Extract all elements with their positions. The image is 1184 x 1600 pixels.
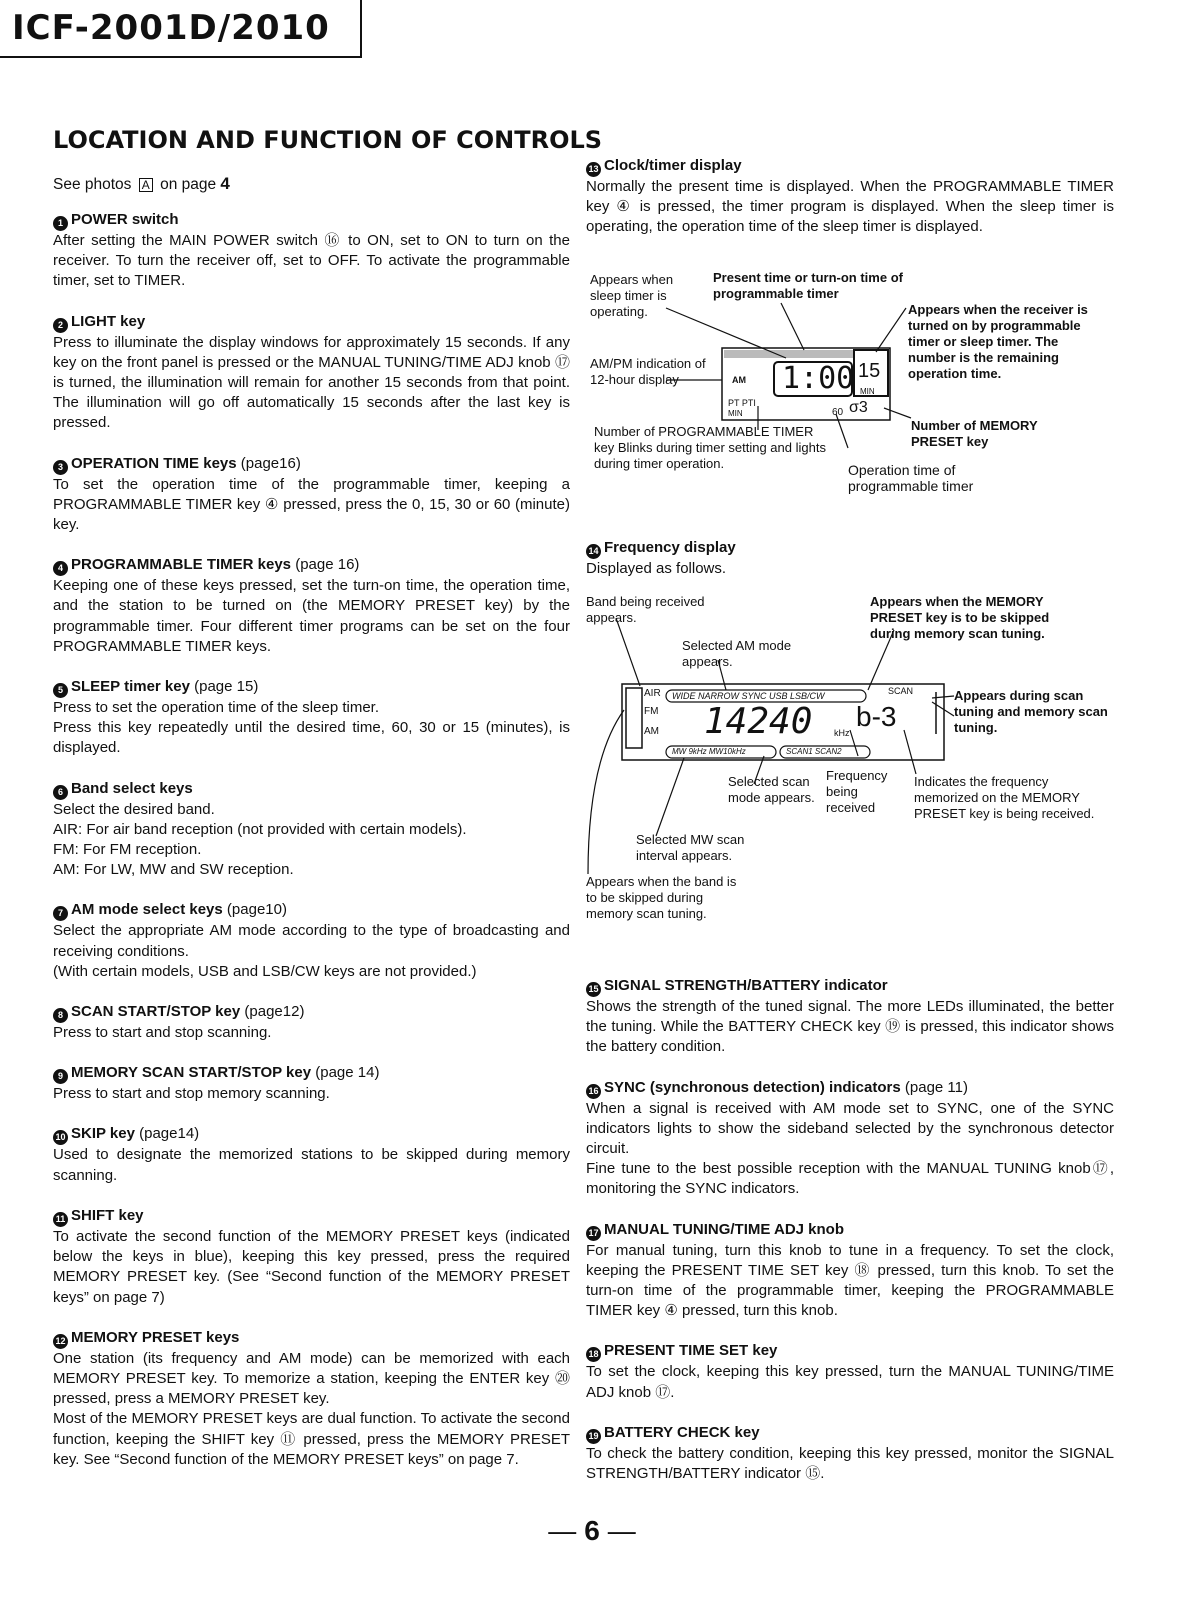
paragraph: Used to designate the memorized stations to be skipped during memory scanning. [53, 1146, 570, 1184]
item-number-badge: 16 [586, 1084, 601, 1099]
page-reference: (page 16) [295, 556, 360, 574]
lcd-fm: FM [644, 706, 659, 717]
paragraph: When a signal is received with AM mode set to SYNC, one of the SYNC indicators lights to show the sideband selected by the synchronous detector circuit. [586, 1099, 1114, 1158]
label-ampm: AM/PM indication of 12-hour display [590, 356, 706, 387]
section-title-text: SLEEP timer key [71, 678, 190, 696]
lcd-scan: SCAN [888, 686, 914, 696]
paragraph: For manual tuning, turn this knob to tune in a frequency. To set the clock, keeping the PRESENT TIME SET key ⑱ pressed, turn this knob. To set the turn-on time of the programmable timer, keeping the PROGRAMMABLE TIMER key ④ pressed, turn this knob. [586, 1241, 1114, 1320]
section-title [586, 1220, 1114, 1241]
section-7 [53, 900, 570, 982]
section-body [53, 1084, 570, 1104]
item-number-badge: 17 [586, 1226, 601, 1241]
section-title [53, 779, 570, 800]
section-3 [53, 454, 570, 536]
section-body [53, 1227, 570, 1308]
section-13 [586, 156, 1114, 238]
paragraph: Select the appropriate AM mode according to the type of broadcasting and receiving conditions. [53, 922, 570, 960]
label-present-time: Present time or turn-on time of programmable timer [713, 270, 903, 301]
section-title [53, 454, 570, 475]
section-title-text: Clock/timer display [604, 157, 742, 174]
label-operation-time: Operation time of programmable timer [848, 462, 974, 494]
section-17 [586, 1220, 1114, 1322]
lcd-scan-modes: SCAN1 SCAN2 [786, 747, 842, 756]
see-photos-page: 4 [220, 174, 230, 193]
section-19 [586, 1423, 1114, 1484]
item-number-badge: 10 [53, 1130, 68, 1145]
lcd-modes: WIDE NARROW SYNC USB LSB/CW [672, 691, 825, 701]
section-title [53, 555, 570, 576]
lcd-clock-time: 1:00 [782, 361, 855, 396]
item-number-badge: 1 [53, 216, 68, 231]
right-column-top [586, 156, 1114, 258]
section-title [53, 1063, 570, 1084]
lcd-am: AM [732, 375, 746, 385]
label-frequency-being: Frequency being received [826, 768, 888, 815]
section-title-text: Band select keys [71, 779, 193, 797]
section-title-text: MEMORY SCAN START/STOP key [71, 1064, 312, 1082]
label-selected-scan: Selected scan mode appears. [728, 774, 815, 805]
paragraph: To check the battery condition, keeping this key pressed, monitor the SIGNAL STRENGTH/BATTERY indicator ⑮. [586, 1444, 1114, 1483]
section-9 [53, 1063, 570, 1104]
section-title [586, 976, 1114, 997]
item-number-badge: 6 [53, 785, 68, 800]
lcd-min: MIN [860, 387, 875, 396]
section-title-text: OPERATION TIME keys [71, 454, 237, 472]
clock-timer-diagram [586, 268, 1114, 523]
section-body [53, 475, 570, 536]
paragraph: Press to set the operation time of the sleep timer. [53, 699, 380, 717]
page-reference: (page16) [240, 454, 301, 472]
lcd-pt: PT PTI [728, 398, 756, 408]
lcd-khz: kHz [834, 728, 850, 738]
section-title-text: BATTERY CHECK key [604, 1423, 760, 1441]
item-number-badge: 4 [53, 561, 68, 576]
item-number-badge: 3 [53, 460, 68, 475]
page-reference: (page 11) [904, 1078, 968, 1096]
label-appears-memory: Appears when the MEMORY PRESET key is to be skipped during memory scan tuning. [870, 594, 1050, 641]
section-title [53, 1124, 570, 1145]
item-number-badge: 11 [53, 1212, 68, 1227]
section-body [586, 1241, 1114, 1322]
section-title [53, 1002, 570, 1023]
section-18 [586, 1341, 1114, 1402]
paragraph: To set the clock, keeping this key pressed, turn the MANUAL TUNING/TIME ADJ knob ⑰. [586, 1363, 1114, 1401]
section-title [586, 538, 1114, 559]
paragraph: After setting the MAIN POWER switch ⑯ to ON, set to ON to turn on the receiver. To turn the receiver off, set to OFF. To activate the programmable timer, set to TIMER. [53, 232, 570, 290]
item-number-badge: 19 [586, 1429, 601, 1444]
page-reference: (page12) [244, 1003, 305, 1021]
section-8 [53, 1002, 570, 1043]
see-photos-mid: on page [160, 176, 217, 193]
section-title-text: MANUAL TUNING/TIME ADJ knob [604, 1220, 844, 1238]
item-number-badge: 14 [586, 544, 601, 559]
model-header [0, 0, 362, 58]
page-footer: — 6 — [548, 1515, 636, 1546]
lcd-memory-number: σ3 [849, 399, 868, 416]
label-appears-sleep: Appears when sleep timer is operating. [590, 272, 674, 319]
section-body [53, 1349, 570, 1470]
item-number-badge: 9 [53, 1069, 68, 1084]
lcd-memory-number: b-3 [856, 701, 897, 732]
section-title-text: MEMORY PRESET keys [71, 1328, 240, 1346]
section-1 [53, 210, 570, 292]
section-body [586, 1444, 1114, 1484]
section-16 [586, 1078, 1114, 1200]
section-title [53, 210, 570, 231]
label-selected-mw: Selected MW scan interval appears. [636, 832, 745, 863]
section-4 [53, 555, 570, 657]
section-title-text: AM mode select keys [71, 901, 223, 919]
page-reference: (page 14) [315, 1064, 380, 1082]
paragraph: AIR: For air band reception (not provided with certain models). [53, 820, 467, 838]
paragraph: Fine tune to the best possible reception with the MANUAL TUNING knob⑰, monitoring the SYNC indicators. [586, 1160, 1114, 1198]
section-body [586, 177, 1114, 238]
label-appears-scan: Appears during scan tuning and memory scan tuning. [954, 688, 1108, 735]
item-number-badge: 12 [53, 1334, 68, 1349]
item-number-badge: 7 [53, 906, 68, 921]
section-title-text: PRESENT TIME SET key [604, 1342, 778, 1360]
paragraph: To set the operation time of the programmable timer, keeping a PROGRAMMABLE TIMER key ④ pressed, press the 0, 15, 30 or 60 (minute) key. [53, 475, 570, 534]
section-body [53, 231, 570, 292]
lcd-air: AIR [644, 688, 661, 699]
section-15 [586, 976, 1114, 1058]
frequency-diagram [586, 590, 1114, 950]
label-appears-receiver: Appears when the receiver is turned on by programmable timer or sleep timer. The number is the remaining operation time. [908, 302, 1088, 381]
right-column-bottom [586, 976, 1114, 1504]
lcd-frequency: 14240 [704, 701, 813, 742]
section-title [53, 1328, 570, 1349]
page-reference: (page14) [139, 1125, 200, 1143]
section-body [53, 1023, 570, 1043]
section-12 [53, 1328, 570, 1470]
lcd-min2: MIN [728, 409, 743, 418]
section-body [586, 1362, 1114, 1402]
section-title-text: POWER switch [71, 211, 179, 228]
left-column [53, 210, 570, 1490]
paragraph: Press to start and stop memory scanning. [53, 1085, 330, 1103]
section-body [53, 1145, 570, 1185]
paragraph: Select the desired band. [53, 800, 215, 818]
section-body [586, 1099, 1114, 1200]
paragraph: Most of the MEMORY PRESET keys are dual function. To activate the second function, keeping the SHIFT key ⑪ pressed, press the MEMORY PRESET key. See “Second function of the MEMORY PRESET keys” on page 7. [53, 1410, 570, 1468]
paragraph: Press this key repeatedly until the desired time, 60, 30 or 15 (minutes), is displayed. [53, 719, 570, 757]
lcd-am: AM [644, 726, 659, 737]
section-title-text: SKIP key [71, 1125, 135, 1143]
item-number-badge: 13 [586, 162, 601, 177]
section-title-text: PROGRAMMABLE TIMER keys [71, 556, 292, 574]
paragraph: Normally the present time is displayed. When the PROGRAMMABLE TIMER key ④ is pressed, the timer program is displayed. When the sleep timer is operating, the operation time of the sleep timer is displayed. [586, 178, 1114, 236]
label-appears-skipped: Appears when the band is to be skipped during memory scan tuning. [586, 874, 737, 921]
label-selected-am: Selected AM mode appears. [682, 638, 792, 669]
section-body [53, 576, 570, 657]
page-number: 6 [584, 1515, 600, 1546]
section-body [586, 559, 1114, 579]
item-number-badge: 2 [53, 318, 68, 333]
section-title [586, 156, 1114, 177]
paragraph: Press to illuminate the display windows for approximately 15 seconds. If any key on the front panel is pressed or the MANUAL TUNING/TIME ADJ knob ⑰ is turned, the illumination will remain for another 15 seconds from that point. The illumination will go off automatically 15 seconds after the last key is pressed. [53, 333, 570, 432]
paragraph: Displayed as follows. [586, 560, 727, 577]
section-title-text: Frequency display [604, 539, 736, 556]
section-2 [53, 312, 570, 434]
page-reference: (page10) [226, 901, 287, 919]
label-number-memory: Number of MEMORY PRESET key [911, 418, 1038, 449]
section-10 [53, 1124, 570, 1185]
lcd-mw-interval: MW 9kHz MW10kHz [672, 747, 746, 756]
item-number-badge: 5 [53, 683, 68, 698]
see-photos-line [53, 174, 230, 194]
section-title-text: SCAN START/STOP key [71, 1003, 241, 1021]
item-number-badge: 8 [53, 1008, 68, 1023]
section-body [53, 333, 570, 434]
section-5 [53, 677, 570, 759]
model-name: ICF-2001D/2010 [12, 8, 330, 48]
paragraph: Shows the strength of the tuned signal. The more LEDs illuminated, the better the tuning. While the BATTERY CHECK key ⑲ is pressed, this indicator shows the battery condition. [586, 998, 1114, 1056]
paragraph: (With certain models, USB and LSB/CW keys are not provided.) [53, 962, 477, 980]
lcd-sleep-value: 15 [858, 360, 881, 382]
section-title [53, 1206, 570, 1227]
section-body [53, 921, 570, 982]
paragraph: One station (its frequency and AM mode) can be memorized with each MEMORY PRESET key. To memorize a station, keeping the ENTER key ⑳ pressed, press a MEMORY PRESET key. [53, 1349, 570, 1408]
section-title-text: SHIFT key [71, 1206, 144, 1224]
section-title [53, 312, 570, 333]
label-band-being: Band being received appears. [586, 594, 705, 625]
section-title [53, 900, 570, 921]
label-number-of-key: Number of PROGRAMMABLE TIMER key Blinks during timer setting and lights during timer operation. [594, 424, 826, 471]
photo-ref-box: A [139, 178, 153, 192]
section-title-text: SIGNAL STRENGTH/BATTERY indicator [604, 977, 888, 994]
section-title-text: SYNC (synchronous detection) indicators [604, 1078, 901, 1096]
section-11 [53, 1206, 570, 1308]
label-indicates: Indicates the frequency memorized on the MEMORY PRESET key is being received. [914, 774, 1095, 821]
section-6 [53, 779, 570, 881]
section-body [586, 997, 1114, 1058]
section-title [586, 1423, 1114, 1444]
section-title-text: LIGHT key [71, 312, 146, 330]
page-reference: (page 15) [194, 678, 259, 696]
paragraph: To activate the second function of the MEMORY PRESET keys (indicated below the keys in blue), keeping this key pressed, press the required MEMORY PRESET key. (See “Second function of the MEMORY PRESET keys” on page 7) [53, 1227, 570, 1306]
paragraph: FM: For FM reception. [53, 841, 202, 859]
item-number-badge: 15 [586, 982, 601, 997]
section-body [53, 698, 570, 759]
section-title [586, 1078, 1114, 1099]
lcd-60: 60 [832, 407, 844, 418]
section-body [53, 800, 570, 881]
section-14 [586, 538, 1114, 579]
paragraph: Press to start and stop scanning. [53, 1024, 272, 1042]
see-photos-prefix: See photos [53, 176, 132, 193]
paragraph: AM: For LW, MW and SW reception. [53, 861, 294, 879]
item-number-badge: 18 [586, 1347, 601, 1362]
page-title: LOCATION AND FUNCTION OF CONTROLS [53, 126, 603, 154]
section-title [586, 1341, 1114, 1362]
section-title [53, 677, 570, 698]
paragraph: Keeping one of these keys pressed, set the turn-on time, the operation time, and the station to be turned on (the MEMORY PRESET key) by the programmable timer. Four different timer programs can be set on the four PROGRAMMABLE TIMER keys. [53, 577, 570, 655]
